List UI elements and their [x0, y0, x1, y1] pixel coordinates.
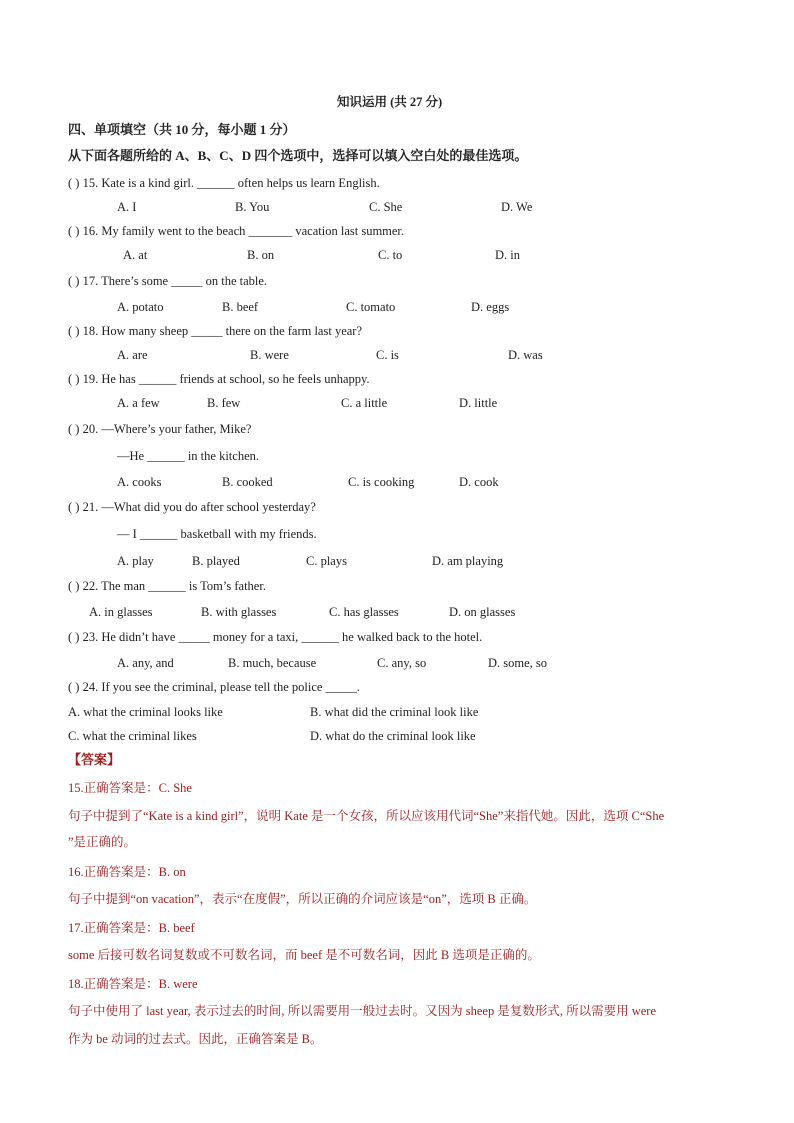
q15-option-b: B. You — [235, 200, 270, 214]
q15-option-a: A. I — [117, 200, 137, 214]
section-heading: 四、单项填空（共 10 分，每小题 1 分） — [68, 122, 296, 137]
q18-option-a: A. are — [117, 348, 148, 362]
q22-option-d: D. on glasses — [449, 605, 516, 619]
question-18-stem: ( ) 18. How many sheep _____ there on the farm last year? — [68, 324, 363, 338]
q16-option-c: C. to — [378, 248, 403, 262]
question-21-dialogue: — I ______ basketball with my friends. — [117, 527, 317, 541]
answer-16-explanation-line: 句子中提到“on vacation”，表示“在度假”，所以正确的介词应该是“on”，选项 B 正确。 — [68, 892, 537, 906]
answer-15-explanation-line: ”是正确的。 — [68, 835, 137, 849]
q24-option-b: B. what did the criminal look like — [310, 705, 479, 719]
page-title: 知识运用 (共 27 分) — [337, 95, 443, 109]
q21-option-d: D. am playing — [432, 554, 504, 568]
q22-option-b: B. with glasses — [201, 605, 277, 619]
question-21-stem: ( ) 21. —What did you do after school yesterday? — [68, 500, 316, 514]
q23-option-b: B. much, because — [228, 656, 317, 670]
q21-option-b: B. played — [192, 554, 240, 568]
question-17-stem: ( ) 17. There’s some _____ on the table. — [68, 274, 268, 288]
q20-option-c: C. is cooking — [348, 475, 415, 489]
q16-option-a: A. at — [123, 248, 148, 262]
q17-option-d: D. eggs — [471, 300, 510, 314]
q19-option-b: B. few — [207, 396, 241, 410]
q23-option-d: D. some, so — [488, 656, 548, 670]
answer-16-label: 16.正确答案是：B. on — [68, 865, 186, 879]
answer-18-explanation-line: 句子中使用了 last year, 表示过去的时间, 所以需要用一般过去时。又因为 sheep 是复数形式, 所以需要用 were — [68, 1004, 656, 1018]
q21-option-a: A. play — [117, 554, 154, 568]
answer-18-explanation-line: 作为 be 动词的过去式。因此，正确答案是 B。 — [68, 1032, 323, 1046]
answer-17-label: 17.正确答案是：B. beef — [68, 921, 195, 935]
q15-option-c: C. She — [369, 200, 403, 214]
answer-heading: 【答案】 — [68, 752, 121, 767]
q18-option-c: C. is — [376, 348, 399, 362]
question-23-stem: ( ) 23. He didn’t have _____ money for a taxi, ______ he walked back to the hotel. — [68, 630, 483, 644]
q23-option-c: C. any, so — [377, 656, 427, 670]
answer-17-explanation-line: some 后接可数名词复数或不可数名词，而 beef 是不可数名词，因此 B 选项是正确的。 — [68, 948, 540, 962]
answer-15-explanation-line: 句子中提到了“Kate is a kind girl”，说明 Kate 是一个女孩，所以应该用代词“She”来指代她。因此，选项 C“She — [68, 809, 665, 823]
q19-option-c: C. a little — [341, 396, 388, 410]
q16-option-d: D. in — [495, 248, 520, 262]
q18-option-d: D. was — [508, 348, 543, 362]
q20-option-a: A. cooks — [117, 475, 162, 489]
question-22-stem: ( ) 22. The man ______ is Tom’s father. — [68, 579, 266, 593]
answer-15-label: 15.正确答案是：C. She — [68, 781, 192, 795]
q17-option-a: A. potato — [117, 300, 164, 314]
question-24-stem: ( ) 24. If you see the criminal, please tell the police _____. — [68, 680, 360, 694]
q19-option-d: D. little — [459, 396, 498, 410]
q20-option-d: D. cook — [459, 475, 499, 489]
q22-option-a: A. in glasses — [89, 605, 153, 619]
question-16-stem: ( ) 16. My family went to the beach _______ vacation last summer. — [68, 224, 405, 238]
q23-option-a: A. any, and — [117, 656, 174, 670]
question-20-stem: ( ) 20. —Where’s your father, Mike? — [68, 422, 252, 436]
q15-option-d: D. We — [501, 200, 533, 214]
q20-option-b: B. cooked — [222, 475, 273, 489]
q21-option-c: C. plays — [306, 554, 347, 568]
q22-option-c: C. has glasses — [329, 605, 399, 619]
q24-option-c: C. what the criminal likes — [68, 729, 197, 743]
q17-option-b: B. beef — [222, 300, 259, 314]
q17-option-c: C. tomato — [346, 300, 396, 314]
q18-option-b: B. were — [250, 348, 289, 362]
q24-option-d: D. what do the criminal look like — [310, 729, 476, 743]
question-19-stem: ( ) 19. He has ______ friends at school, so he feels unhappy. — [68, 372, 370, 386]
q16-option-b: B. on — [247, 248, 275, 262]
question-20-dialogue: —He ______ in the kitchen. — [117, 449, 259, 463]
answer-18-label: 18.正确答案是：B. were — [68, 977, 198, 991]
q19-option-a: A. a few — [117, 396, 160, 410]
q24-option-a: A. what the criminal looks like — [68, 705, 223, 719]
instruction: 从下面各题所给的 A、B、C、D 四个选项中，选择可以填入空白处的最佳选项。 — [68, 148, 528, 163]
question-15-stem: ( ) 15. Kate is a kind girl. ______ often helps us learn English. — [68, 176, 380, 190]
